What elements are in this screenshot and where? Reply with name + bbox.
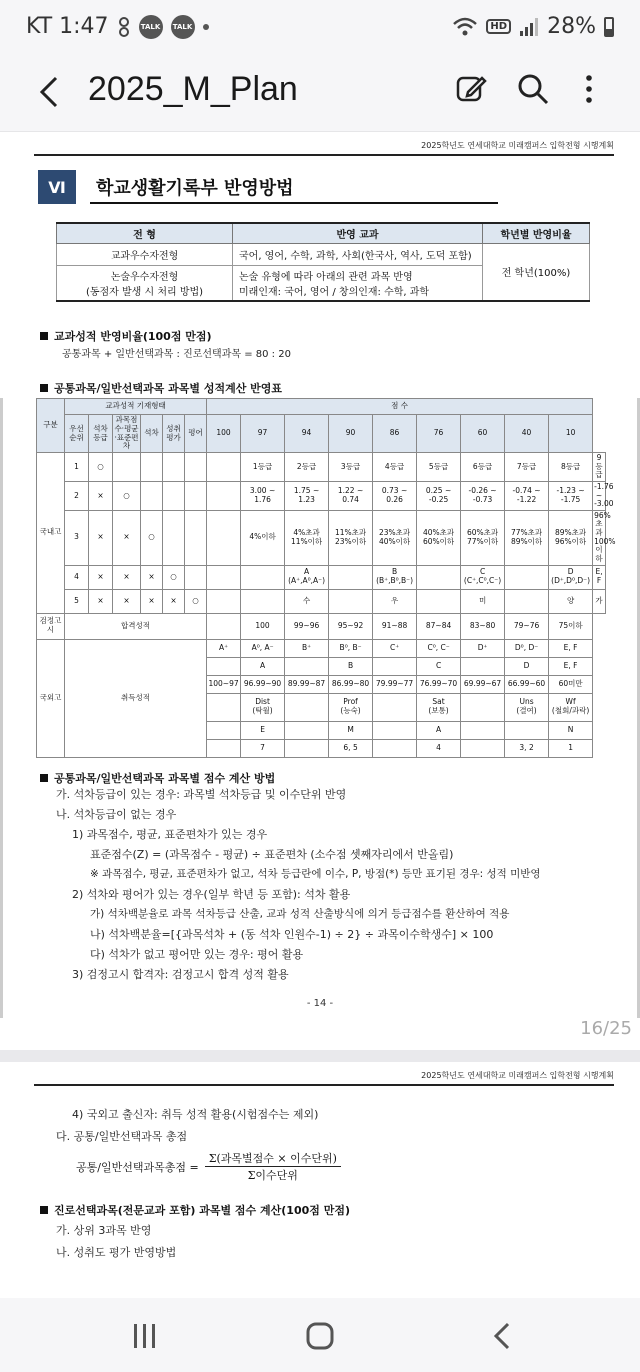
table-cell: -0.74 ~ -1.22 bbox=[505, 481, 549, 510]
table-header: 10 bbox=[549, 415, 593, 453]
bullet-square-icon bbox=[40, 332, 48, 340]
table-cell: 69.99~67 bbox=[461, 675, 505, 693]
back-arrow-icon[interactable] bbox=[30, 72, 70, 112]
table-header: 86 bbox=[373, 415, 417, 453]
section-title: 학교생활기록부 반영방법 bbox=[96, 178, 294, 199]
table-cell bbox=[185, 510, 207, 565]
table-header: 교과성적 기재형태 bbox=[65, 399, 207, 415]
formula bbox=[76, 1150, 341, 1183]
navigation-bar bbox=[0, 1298, 640, 1372]
table-cell: 77%초과 89%이하 bbox=[505, 510, 549, 565]
grade-calculation-table bbox=[36, 398, 616, 758]
notification-icon bbox=[117, 16, 131, 38]
page-number: - 14 - bbox=[306, 998, 334, 1009]
page-header: 2025학년도 연세대학교 미래캠퍼스 입학전형 시행계획 bbox=[421, 141, 614, 150]
table-cell bbox=[241, 589, 285, 613]
table-header: 94 bbox=[285, 415, 329, 453]
table-cell: E, F bbox=[549, 657, 593, 675]
table-cell: A⁺ bbox=[207, 639, 241, 657]
table-cell: 79~76 bbox=[505, 613, 549, 639]
table-cell: 4 bbox=[65, 565, 89, 589]
table-cell: 75이하 bbox=[549, 613, 593, 639]
table-cell: B (B⁺,B⁰,B⁻) bbox=[373, 565, 417, 589]
subsection-heading bbox=[40, 1202, 350, 1218]
page-counter: 16/25 bbox=[580, 1018, 632, 1039]
table-cell: 1.75 ~ 1.23 bbox=[285, 481, 329, 510]
table-cell: -0.26 ~ -0.73 bbox=[461, 481, 505, 510]
body-line: ※ 과목점수, 평균, 표준편차가 없고, 석차 등급란에 이수, P, 방점(*) 등만 표기된 경우: 성적 미반영 bbox=[90, 868, 541, 880]
table-cell: 가 bbox=[593, 589, 606, 613]
table-cell: B⁺ bbox=[285, 639, 329, 657]
table-cell bbox=[207, 613, 241, 639]
table-cell: 4%초과 11%이하 bbox=[285, 510, 329, 565]
table-header: 90 bbox=[329, 415, 373, 453]
table-cell: D bbox=[505, 657, 549, 675]
table-cell: 1.22 ~ 0.74 bbox=[329, 481, 373, 510]
table-cell: ○ bbox=[141, 510, 163, 565]
table-cell: 76.99~70 bbox=[417, 675, 461, 693]
table-cell bbox=[241, 565, 285, 589]
table-cell: 6등급 bbox=[461, 453, 505, 482]
heading-text: 진로선택과목(전문교과 포함) 과목별 점수 계산(100점 만점) bbox=[54, 1204, 350, 1217]
table-cell: ○ bbox=[113, 481, 141, 510]
table-cell: 미 bbox=[461, 589, 505, 613]
table-cell: 7등급 bbox=[505, 453, 549, 482]
body-line: 가) 석차백분율로 과목 석차등급 산출, 교과 성적 산출방식에 의거 등급점수를 환산하여 적용 bbox=[90, 908, 510, 920]
table-cell: 96%초과 100%이하 bbox=[593, 510, 606, 565]
table-header: 반영 교과 bbox=[233, 223, 483, 243]
section-underline bbox=[90, 202, 498, 204]
body-line: 1) 과목점수, 평균, 표준편차가 있는 경우 bbox=[72, 828, 268, 841]
table-header: 60 bbox=[461, 415, 505, 453]
table-cell: 5 bbox=[65, 589, 89, 613]
row-group-label: 국외고 bbox=[37, 639, 65, 757]
subject-reflection-table bbox=[56, 222, 590, 302]
table-cell: 1 bbox=[65, 453, 89, 482]
table-header: 76 bbox=[417, 415, 461, 453]
table-row bbox=[37, 510, 606, 565]
table-cell bbox=[207, 739, 241, 757]
table-cell bbox=[417, 589, 461, 613]
body-line: 가. 석차등급이 있는 경우: 과목별 석차등급 및 이수단위 반영 bbox=[56, 788, 347, 801]
more-notifications-icon bbox=[203, 24, 209, 30]
table-cell: × bbox=[89, 481, 113, 510]
table-cell bbox=[207, 510, 241, 565]
ratio-text: 공통과목 + 일반선택과목 : 진로선택과목 = 80 : 20 bbox=[62, 349, 291, 360]
table-cell: D (D⁺,D⁰,D⁻) bbox=[549, 565, 593, 589]
body-line: 나. 석차등급이 없는 경우 bbox=[56, 808, 177, 821]
table-cell: B⁰, B⁻ bbox=[329, 639, 373, 657]
table-cell bbox=[373, 721, 417, 739]
pdf-page bbox=[0, 132, 640, 1050]
table-header: 구분 bbox=[37, 399, 65, 453]
header-divider bbox=[34, 1084, 614, 1086]
table-cell: Prof (능숙) bbox=[329, 693, 373, 721]
table-cell: A⁰, A⁻ bbox=[241, 639, 285, 657]
table-row bbox=[37, 453, 606, 482]
table-cell: 23%초과 40%이하 bbox=[373, 510, 417, 565]
table-cell: 우 bbox=[373, 589, 417, 613]
table-cell: B bbox=[329, 657, 373, 675]
home-icon[interactable] bbox=[302, 1318, 338, 1354]
section-number: Ⅵ bbox=[38, 170, 76, 204]
body-line: 3) 검정고시 합격자: 검정고시 합격 성적 활용 bbox=[72, 968, 289, 981]
wifi-icon bbox=[452, 16, 478, 38]
table-cell bbox=[461, 721, 505, 739]
table-cell: × bbox=[89, 510, 113, 565]
table-cell: 4%이하 bbox=[241, 510, 285, 565]
formula-numerator: Σ(과목별점수 × 이수단위) bbox=[205, 1150, 341, 1167]
table-cell: -1.23 ~ -1.75 bbox=[549, 481, 593, 510]
table-cell bbox=[461, 657, 505, 675]
battery-percent: 28% bbox=[547, 14, 596, 39]
table-cell: -1.76 ~ -3.00 bbox=[593, 481, 606, 510]
signal-icon bbox=[519, 16, 539, 38]
table-header: 점 수 bbox=[207, 399, 593, 415]
table-cell: 0.25 ~ -0.25 bbox=[417, 481, 461, 510]
subsection-heading bbox=[40, 328, 212, 344]
table-cell: 91~88 bbox=[373, 613, 417, 639]
table-cell: × bbox=[163, 589, 185, 613]
table-cell: 5등급 bbox=[417, 453, 461, 482]
scroll-indicator bbox=[0, 398, 3, 1018]
header-divider bbox=[34, 154, 614, 156]
table-cell: 취득성적 bbox=[65, 639, 207, 757]
table-cell bbox=[285, 721, 329, 739]
row-group-label: 국내고 bbox=[37, 453, 65, 614]
table-cell: 7 bbox=[241, 739, 285, 757]
talk-icon: TALK bbox=[139, 15, 163, 39]
table-cell: × bbox=[113, 565, 141, 589]
table-cell: Sat (보통) bbox=[417, 693, 461, 721]
table-cell bbox=[113, 453, 141, 482]
table-cell: 전 학년(100%) bbox=[483, 243, 590, 301]
table-header: 전 형 bbox=[57, 223, 233, 243]
pdf-page bbox=[0, 1062, 640, 1298]
row-group-label: 검정고시 bbox=[37, 613, 65, 639]
table-cell bbox=[207, 565, 241, 589]
table-cell bbox=[329, 565, 373, 589]
cell-line: (동점자 발생 시 처리 방법) bbox=[85, 286, 204, 298]
table-cell bbox=[163, 453, 185, 482]
table-row bbox=[37, 613, 606, 639]
table-cell: A (A⁺,A⁰,A⁻) bbox=[285, 565, 329, 589]
table-cell bbox=[285, 657, 329, 675]
table-cell bbox=[505, 565, 549, 589]
table-cell: 87~84 bbox=[417, 613, 461, 639]
body-line: 가. 상위 3과목 반영 bbox=[56, 1224, 152, 1237]
table-cell bbox=[185, 453, 207, 482]
table-header: 석차등급 bbox=[89, 415, 113, 453]
table-header: 과목점수·평균·표준편차 bbox=[113, 415, 141, 453]
cell-line: 논술우수자전형 bbox=[110, 271, 179, 283]
table-cell: 4 bbox=[417, 739, 461, 757]
table-cell: 0.73 ~ 0.26 bbox=[373, 481, 417, 510]
table-cell bbox=[285, 693, 329, 721]
table-cell: × bbox=[113, 589, 141, 613]
table-cell: 6, 5 bbox=[329, 739, 373, 757]
body-line: 다) 석차가 없고 평어만 있는 경우: 평어 활용 bbox=[90, 948, 304, 961]
app-bar bbox=[0, 56, 640, 132]
table-cell: 11%초과 23%이하 bbox=[329, 510, 373, 565]
table-cell bbox=[329, 589, 373, 613]
bullet-square-icon bbox=[40, 1206, 48, 1214]
table-cell bbox=[505, 589, 549, 613]
hd-icon: HD bbox=[486, 19, 511, 34]
cell-line: 미래인재: 국어, 영어 / 창의인재: 수학, 과학 bbox=[239, 286, 430, 298]
table-cell bbox=[461, 739, 505, 757]
table-cell bbox=[207, 657, 241, 675]
table-cell bbox=[163, 481, 185, 510]
table-header: 97 bbox=[241, 415, 285, 453]
table-cell: Dist (탁월) bbox=[241, 693, 285, 721]
nav-back-icon[interactable] bbox=[484, 1318, 520, 1354]
table-cell bbox=[417, 565, 461, 589]
table-cell: 4등급 bbox=[373, 453, 417, 482]
table-header: 성취평가 bbox=[163, 415, 185, 453]
table-cell: 100~97 bbox=[207, 675, 241, 693]
table-cell bbox=[505, 721, 549, 739]
table-cell: C (C⁺,C⁰,C⁻) bbox=[461, 565, 505, 589]
formula-lhs: 공통/일반선택과목총점 = bbox=[76, 1160, 199, 1174]
table-cell bbox=[141, 453, 163, 482]
table-cell: ○ bbox=[163, 565, 185, 589]
table-cell: 교과우수자전형 bbox=[57, 243, 233, 265]
table-cell: × bbox=[141, 589, 163, 613]
edit-icon[interactable] bbox=[454, 72, 488, 106]
table-header: 100 bbox=[207, 415, 241, 453]
table-cell bbox=[207, 453, 241, 482]
table-cell bbox=[141, 481, 163, 510]
table-cell bbox=[185, 481, 207, 510]
battery-icon bbox=[604, 17, 614, 37]
table-cell: 3 bbox=[65, 510, 89, 565]
body-line: 나) 석차백분율=[{과목석차 + (동 석차 인원수-1) ÷ 2} ÷ 과목이수학생수] × 100 bbox=[90, 928, 494, 941]
talk-icon: TALK bbox=[171, 15, 195, 39]
table-cell: 수 bbox=[285, 589, 329, 613]
subsection-heading bbox=[40, 770, 275, 786]
body-line: 다. 공통/일반선택과목 총점 bbox=[56, 1130, 188, 1143]
clock: KT 1:47 bbox=[26, 14, 109, 39]
recent-apps-icon[interactable] bbox=[126, 1318, 162, 1354]
heading-text: 공통과목/일반선택과목 과목별 점수 계산 방법 bbox=[54, 772, 276, 785]
table-cell: 95~92 bbox=[329, 613, 373, 639]
table-cell bbox=[207, 589, 241, 613]
table-header: 우선순위 bbox=[65, 415, 89, 453]
table-header: 석차 bbox=[141, 415, 163, 453]
table-cell: 89%초과 96%이하 bbox=[549, 510, 593, 565]
table-cell: 2 bbox=[65, 481, 89, 510]
document-title: 2025_M_Plan bbox=[88, 70, 298, 108]
table-cell: 8등급 bbox=[549, 453, 593, 482]
table-header: 평어 bbox=[185, 415, 207, 453]
table-cell bbox=[373, 693, 417, 721]
table-cell: 3.00 ~ 1.76 bbox=[241, 481, 285, 510]
table-cell: E, F bbox=[593, 565, 606, 589]
table-cell bbox=[461, 693, 505, 721]
table-cell: C⁺ bbox=[373, 639, 417, 657]
table-cell: 89.99~87 bbox=[285, 675, 329, 693]
body-line: 2) 석차와 평어가 있는 경우(일부 학년 등 포함): 석차 활용 bbox=[72, 888, 351, 901]
table-cell: 66.99~60 bbox=[505, 675, 549, 693]
table-cell bbox=[57, 265, 233, 301]
formula-denominator: Σ이수단위 bbox=[247, 1169, 298, 1182]
table-cell: 양 bbox=[549, 589, 593, 613]
table-cell: × bbox=[141, 565, 163, 589]
table-cell: 1 bbox=[549, 739, 593, 757]
table-row bbox=[37, 589, 606, 613]
table-cell: 99~96 bbox=[285, 613, 329, 639]
table-cell: 1등급 bbox=[241, 453, 285, 482]
bullet-square-icon bbox=[40, 774, 48, 782]
table-cell bbox=[285, 739, 329, 757]
table-cell: D⁰, D⁻ bbox=[505, 639, 549, 657]
table-row bbox=[37, 639, 606, 657]
table-cell: E bbox=[241, 721, 285, 739]
table-cell: Uns (결여) bbox=[505, 693, 549, 721]
table-cell: 3, 2 bbox=[505, 739, 549, 757]
table-cell: A bbox=[241, 657, 285, 675]
formula-fraction bbox=[205, 1150, 341, 1183]
table-cell bbox=[185, 565, 207, 589]
table-cell: 79.99~77 bbox=[373, 675, 417, 693]
status-bar bbox=[0, 0, 640, 56]
table-cell: E, F bbox=[549, 639, 593, 657]
table-cell: 2등급 bbox=[285, 453, 329, 482]
document-viewer[interactable] bbox=[0, 132, 640, 1298]
table-cell: ○ bbox=[89, 453, 113, 482]
table-cell: 3등급 bbox=[329, 453, 373, 482]
table-cell: N bbox=[549, 721, 593, 739]
table-cell: 국어, 영어, 수학, 과학, 사회(한국사, 역사, 도덕 포함) bbox=[233, 243, 483, 265]
table-cell: × bbox=[113, 510, 141, 565]
table-cell: C bbox=[417, 657, 461, 675]
table-cell: × bbox=[89, 565, 113, 589]
table-header: 40 bbox=[505, 415, 549, 453]
subsection-heading bbox=[40, 380, 282, 396]
body-line: 표준점수(Z) = (과목점수 - 평균) ÷ 표준편차 (소수점 셋째자리에서 반올림) bbox=[90, 848, 454, 861]
table-cell: ○ bbox=[185, 589, 207, 613]
cell-line: 논술 유형에 따라 아래의 관련 과목 반영 bbox=[239, 271, 413, 283]
body-line: 나. 성취도 평가 반영방법 bbox=[56, 1246, 177, 1259]
bullet-square-icon bbox=[40, 384, 48, 392]
table-cell: 9등급 bbox=[593, 453, 606, 482]
table-row bbox=[37, 481, 606, 510]
heading-text: 공통과목/일반선택과목 과목별 성적계산 반영표 bbox=[54, 382, 283, 395]
page-header: 2025학년도 연세대학교 미래캠퍼스 입학전형 시행계획 bbox=[421, 1071, 614, 1080]
table-cell: C⁰, C⁻ bbox=[417, 639, 461, 657]
table-cell bbox=[207, 721, 241, 739]
heading-text: 교과성적 반영비율(100점 만점) bbox=[54, 330, 212, 343]
table-cell: × bbox=[89, 589, 113, 613]
table-cell: M bbox=[329, 721, 373, 739]
table-cell: 60미만 bbox=[549, 675, 593, 693]
more-options-icon[interactable] bbox=[572, 72, 606, 106]
table-cell bbox=[207, 481, 241, 510]
table-cell bbox=[373, 657, 417, 675]
table-cell: 86.99~80 bbox=[329, 675, 373, 693]
body-line: 4) 국외고 출신자: 취득 성적 활용(시험점수는 제외) bbox=[72, 1108, 319, 1121]
table-cell bbox=[233, 265, 483, 301]
table-cell: 합격성적 bbox=[65, 613, 207, 639]
table-cell: 40%초과 60%이하 bbox=[417, 510, 461, 565]
table-cell: A bbox=[417, 721, 461, 739]
table-header: 학년별 반영비율 bbox=[483, 223, 590, 243]
table-row bbox=[37, 565, 606, 589]
table-cell bbox=[207, 693, 241, 721]
table-cell: 96.99~90 bbox=[241, 675, 285, 693]
table-cell bbox=[373, 739, 417, 757]
search-icon[interactable] bbox=[516, 72, 550, 106]
table-cell: 83~80 bbox=[461, 613, 505, 639]
table-cell: D⁺ bbox=[461, 639, 505, 657]
table-cell: 100 bbox=[241, 613, 285, 639]
table-cell: 60%초과 77%이하 bbox=[461, 510, 505, 565]
table-cell: Wf (철회/과락) bbox=[549, 693, 593, 721]
table-cell bbox=[163, 510, 185, 565]
